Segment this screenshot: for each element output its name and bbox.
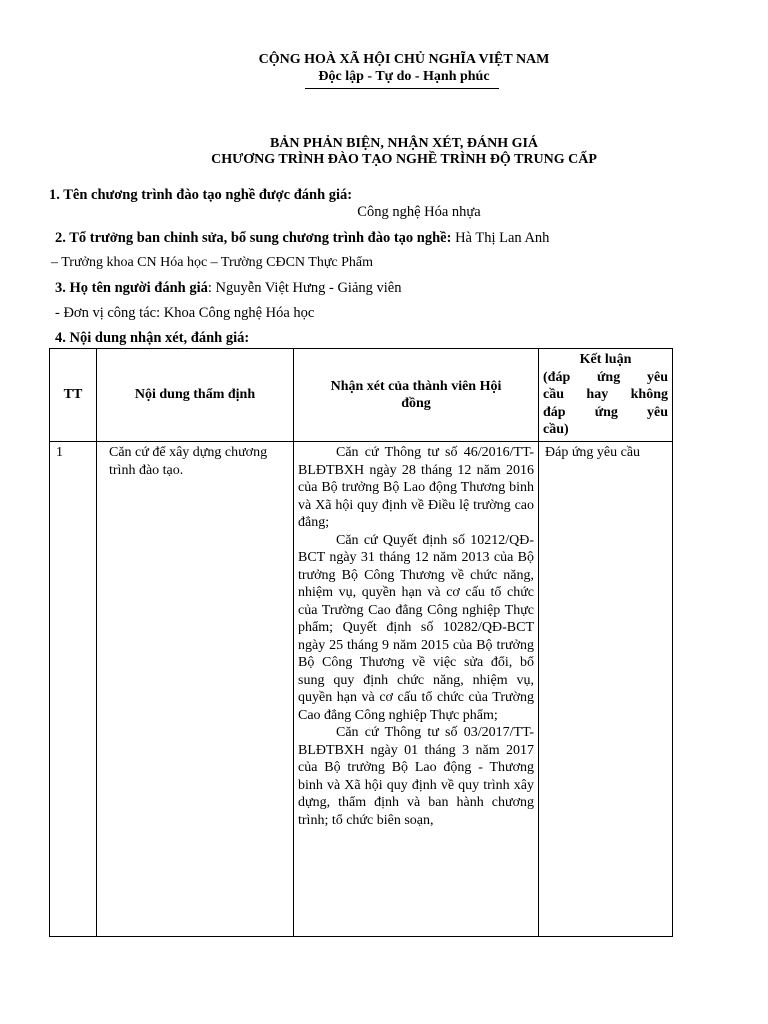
- header-content: Nội dung thẩm định: [97, 349, 294, 442]
- header-conclusion-line3: cầu hay không: [543, 387, 668, 403]
- row-conclusion: Đáp ứng yêu cầu: [539, 442, 673, 937]
- section-3: [55, 280, 401, 297]
- motto-underline: [305, 88, 499, 89]
- comment-paragraph-1: Căn cứ Thông tư số 46/2016/TT-BLĐTBXH ngày 28 tháng 12 năm 2016 của Bộ trưởng Bộ Lao động Thương binh và Xã hội quy định về Điều lệ trường cao đẳng;: [298, 445, 534, 530]
- header-conclusion-line5: cầu): [543, 422, 569, 438]
- section-2-label: 2. Tổ trưởng ban chỉnh sửa, bổ sung chương trình đào tạo nghề:: [55, 230, 452, 246]
- header-comment-line2: đồng: [401, 396, 431, 411]
- header-comment: [294, 349, 539, 442]
- section-2-value: Hà Thị Lan Anh: [451, 230, 550, 246]
- header-conclusion-line1: Kết luận: [579, 352, 632, 368]
- nation-heading: CỘNG HOÀ XÃ HỘI CHỦ NGHĨA VIỆT NAM: [258, 52, 550, 67]
- section-3-label: 3. Họ tên người đánh giá: [55, 280, 208, 296]
- motto-text: Độc lập - Tự do - Hạnh phúc: [318, 69, 490, 84]
- header-conclusion-line2: (đáp ứng yêu: [543, 369, 668, 385]
- table-header-row: [50, 349, 673, 442]
- section-4-label: 4. Nội dung nhận xét, đánh giá:: [55, 330, 250, 346]
- program-name: Công nghệ Hóa nhựa: [357, 204, 481, 220]
- section-3-line2: - Đơn vị công tác: Khoa Công nghệ Hóa học: [55, 305, 315, 321]
- header-comment-line1: Nhận xét của thành viên Hội: [330, 378, 502, 394]
- motto-heading: [0, 69, 768, 85]
- section-1-label: 1. Tên chương trình đào tạo nghề được đánh giá:: [49, 187, 353, 203]
- header-conclusion-line4: đáp ứng yêu: [543, 404, 668, 420]
- table-row: [50, 442, 673, 937]
- evaluation-table: [49, 348, 673, 937]
- document-title-line2: CHƯƠNG TRÌNH ĐÀO TẠO NGHỀ TRÌNH ĐỘ TRUNG CẤP: [211, 152, 597, 167]
- row-criterion: Căn cứ để xây dựng chương trình đào tạo.: [97, 442, 294, 937]
- row-comment: [294, 442, 539, 937]
- document-title-line1: BẢN PHẢN BIỆN, NHẬN XÉT, ĐÁNH GIÁ: [269, 136, 539, 151]
- row-tt: 1: [50, 442, 97, 937]
- section-2-line2: – Trưởng khoa CN Hóa học – Trường CĐCN Thực Phẩm: [51, 255, 374, 270]
- comment-paragraph-2: Căn cứ Quyết định số 10212/QĐ-BCT ngày 31 tháng 12 năm 2013 của Bộ trưởng Bộ Công Thương về chức năng, nhiệm vụ, quyền hạn và cơ cấu tổ chức của Trường Cao đẳng Công nghiệp Thực phẩm; Quyết định số 10282/QĐ-BCT ngày 25 tháng 9 năm 2015 của Bộ trưởng Bộ Công Thương về việc sửa đổi, bổ sung quy định chức năng, nhiệm vụ, quyền hạn và cơ cấu tổ chức của Trường Cao đẳng Công nghiệp Thực phẩm;: [298, 532, 534, 723]
- section-2: [55, 230, 549, 247]
- header-conclusion: [539, 349, 673, 442]
- comment-paragraph-3: Căn cứ Thông tư số 03/2017/TT-BLĐTBXH ngày 01 tháng 3 năm 2017 của Bộ trưởng Bộ Lao động - Thương binh và Xã hội quy định về quy trình xây dựng, thẩm định và ban hành chương trình; tổ chức biên soạn,: [298, 725, 534, 828]
- header-tt: TT: [50, 349, 97, 442]
- section-3-value: : Nguyễn Việt Hưng - Giảng viên: [207, 280, 402, 296]
